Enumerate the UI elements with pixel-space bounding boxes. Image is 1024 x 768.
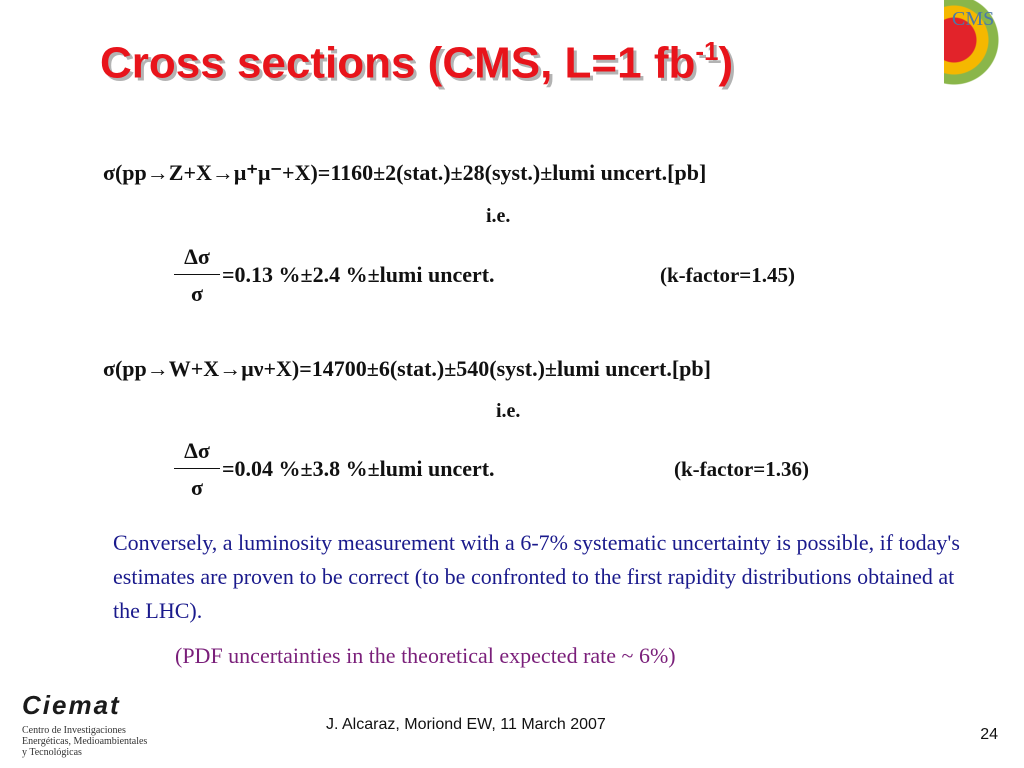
k-factor-z: (k-factor=1.45) xyxy=(660,263,796,287)
ie-label-1: i.e. xyxy=(486,205,511,227)
fraction-denominator: σ xyxy=(191,475,203,500)
cms-logo xyxy=(944,0,1024,92)
relative-error-fraction-2 xyxy=(174,438,220,501)
z-relative-uncertainty: =0.13 %±2.4 %±lumi uncert. xyxy=(222,262,495,287)
slide-title: Cross sections (CMS, L=1 $fb^{-1}$) xyxy=(100,36,734,88)
ciemat-logo xyxy=(22,690,182,758)
fraction-denominator: σ xyxy=(191,281,203,306)
fraction-numerator: Δσ xyxy=(174,244,220,275)
ie-label-2: i.e. xyxy=(496,400,521,422)
z-cross-section-equation: σ(pp→Z+X→μ⁺μ⁻+X)=1160±2(stat.)±28(syst.)±lumi uncert.[pb] xyxy=(103,160,707,185)
fraction-numerator: Δσ xyxy=(174,438,220,469)
page-number: 24 xyxy=(980,726,998,743)
pdf-uncertainty-note: (PDF uncertainties in the theoretical expected rate ~ 6%) xyxy=(175,643,676,668)
footer-citation: J. Alcaraz, Moriond EW, 11 March 2007 xyxy=(326,716,606,733)
cms-logo-text: CMS xyxy=(952,8,995,30)
k-factor-w: (k-factor=1.36) xyxy=(674,457,810,481)
ciemat-wordmark: Ciemat xyxy=(22,690,121,720)
w-relative-uncertainty: =0.04 %±3.8 %±lumi uncert. xyxy=(222,456,495,481)
luminosity-paragraph: Conversely, a luminosity measurement with a 6-7% systematic uncertainty is possible, if today's estimates are proven to be correct (to be confronted to the first rapidity distributions obtained at the LHC). xyxy=(113,530,960,623)
w-cross-section-equation: σ(pp→W+X→μν+X)=14700±6(stat.)±540(syst.)±lumi uncert.[pb] xyxy=(103,356,711,381)
relative-error-fraction-1 xyxy=(174,244,220,307)
ciemat-subtitle: Centro de Investigaciones Energéticas, Medioambientales y Tecnológicas xyxy=(22,725,148,758)
